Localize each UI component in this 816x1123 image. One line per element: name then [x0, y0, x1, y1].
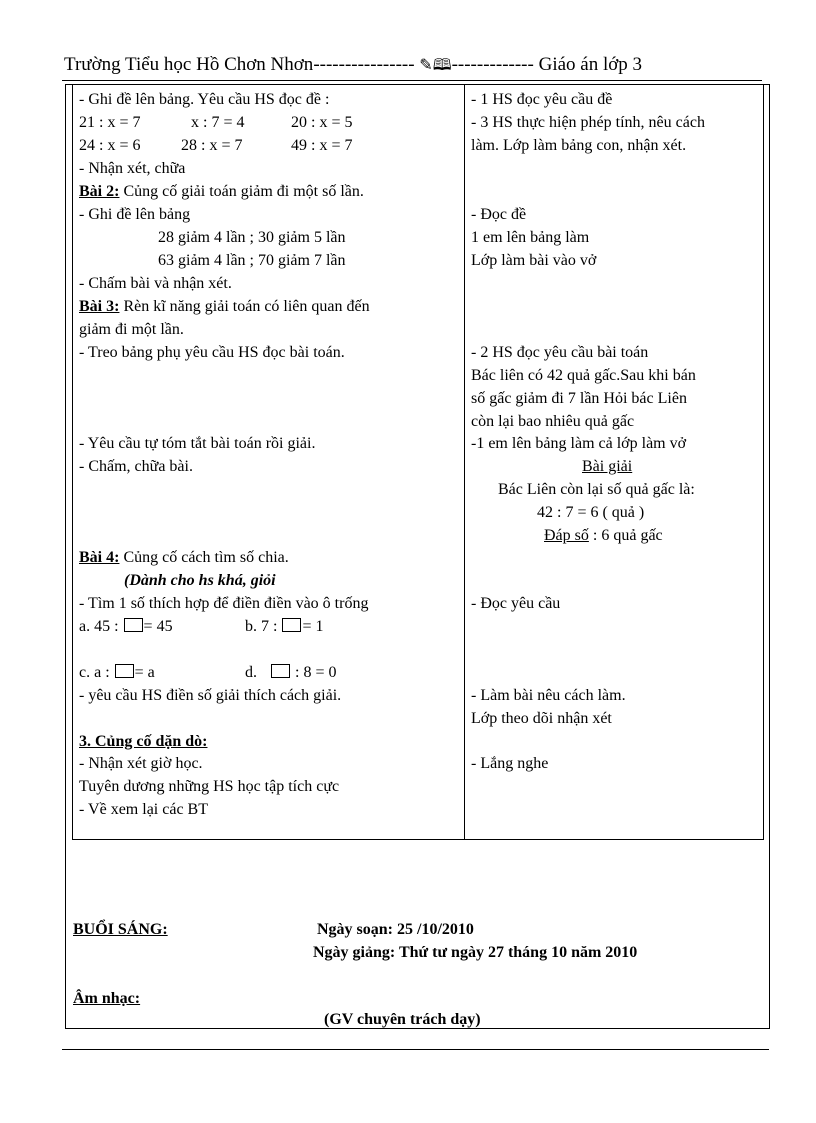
header-dashes-left: ----------------: [313, 54, 415, 75]
exercise-b-rest: = 1: [302, 618, 324, 635]
left-line-12: - Treo bảng phụ yêu cầu HS đọc bài toán.: [79, 344, 345, 361]
right-line-4: - Đọc đề: [471, 206, 527, 223]
equation-row-2: [79, 134, 352, 157]
header-rule: [62, 80, 762, 81]
equation: 21 : x = 7: [79, 114, 141, 131]
page-header: [64, 54, 642, 81]
right-line-8: Bác liên có 42 quả gấc.Sau khi bán: [471, 367, 696, 384]
right-line-17: - Làm bài nêu cách làm.: [471, 687, 626, 704]
left-line-14: - Chấm, chữa bài.: [79, 458, 193, 475]
specialist-teacher-note: (GV chuyên trách dạy): [324, 1011, 481, 1028]
right-line-7: - 2 HS đọc yêu cầu bài toán: [471, 344, 649, 361]
answer-line: [544, 524, 663, 547]
exercise-c-rest: = a: [134, 664, 155, 681]
left-line-9: - Chấm bài và nhận xét.: [79, 275, 232, 292]
exercise-b-label: b. 7 :: [245, 618, 278, 635]
music-subject: Âm nhạc:: [73, 990, 141, 1007]
right-line-2: - 3 HS thực hiện phép tính, nêu cách: [471, 114, 705, 131]
bai4-label: Bài 4:: [79, 549, 120, 566]
bai2-label: Bài 2:: [79, 183, 120, 200]
left-line-23: Tuyên dương những HS học tập tích cực: [79, 778, 340, 795]
bai4-heading: [79, 546, 289, 569]
left-line-1: - Ghi đề lên bảng. Yêu cầu HS đọc đề :: [79, 91, 330, 108]
teaching-date: Ngày giảng: Thứ tư ngày 27 tháng 10 năm 2010: [313, 944, 638, 961]
bai3-heading: [79, 295, 370, 318]
right-line-10: còn lại bao nhiêu quả gấc: [471, 413, 635, 430]
right-line-6: Lớp làm bài vào vở: [471, 252, 597, 269]
solution-line-1: Bác Liên còn lại số quả gấc là:: [498, 481, 695, 498]
header-dashes-right: -------------: [451, 54, 534, 75]
exercise-c: [79, 661, 155, 684]
school-name: Trường Tiểu học Hồ Chơn Nhơn: [64, 54, 314, 75]
answer-box: [115, 664, 134, 678]
left-line-22: - Nhận xét giờ học.: [79, 755, 203, 772]
solution-title: Bài giải: [582, 458, 633, 475]
cung-co-heading: 3. Củng cố dặn dò:: [79, 733, 208, 750]
left-line-13: - Yêu cầu tự tóm tắt bài toán rồi giải.: [79, 435, 316, 452]
equation: 20 : x = 5: [291, 114, 353, 131]
exercise-c-label: c. a :: [79, 664, 110, 681]
left-line-6: - Ghi đề lên bảng: [79, 206, 191, 223]
exercise-b: [245, 615, 323, 638]
right-line-1: - 1 HS đọc yêu cầu đề: [471, 91, 613, 108]
lesson-plan-title: Giáo án lớp 3: [538, 54, 643, 75]
exercise-d: [245, 661, 336, 684]
equation: 28 : x = 7: [181, 137, 243, 154]
equation: x : 7 = 4: [191, 114, 245, 131]
exercise-d-rest: : 8 = 0: [295, 664, 337, 681]
right-line-19: - Lắng nghe: [471, 755, 549, 772]
right-line-5: 1 em lên bảng làm: [471, 229, 590, 246]
equation: 49 : x = 7: [291, 137, 353, 154]
right-line-18: Lớp theo dõi nhận xét: [471, 710, 612, 727]
prepared-date: Ngày soạn: 25 /10/2010: [317, 921, 474, 938]
answer-box: [124, 618, 143, 632]
answer-box: [282, 618, 301, 632]
bai3-text: Rèn kĩ năng giải toán có liên quan đến: [119, 298, 370, 315]
bai3-label: Bài 3:: [79, 298, 120, 315]
right-line-9: số gấc giảm đi 7 lần Hỏi bác Liên: [471, 390, 687, 407]
bai2-heading: [79, 180, 364, 203]
exercise-row-ab: [79, 615, 173, 638]
right-line-16: - Đọc yêu cầu: [471, 595, 561, 612]
right-line-11: -1 em lên bảng làm cả lớp làm vở: [471, 435, 687, 452]
left-line-24: - Về xem lại các BT: [79, 801, 208, 818]
exercise-a-rest: = 45: [143, 618, 173, 635]
answer-label: Đáp số: [544, 527, 589, 544]
equation-row-1: [79, 111, 352, 134]
morning-session-label: BUỔI SÁNG:: [73, 921, 168, 938]
left-line-7: 28 giảm 4 lần ; 30 giảm 5 lần: [158, 229, 346, 246]
scissors-book-icon: ✎🕮: [419, 55, 452, 74]
left-line-11: giảm đi một lần.: [79, 321, 184, 338]
answer-box: [271, 664, 290, 678]
exercise-d-label: d.: [245, 664, 257, 681]
bai2-text: Củng cố giải toán giảm đi một số lần.: [119, 183, 364, 200]
left-line-17: - Tìm 1 số thích hợp để điền điền vào ô trống: [79, 595, 369, 612]
column-divider: [464, 84, 465, 840]
bai4-text: Củng cố cách tìm số chia.: [119, 549, 289, 566]
exercise-a-label: a. 45 :: [79, 618, 119, 635]
left-line-20: - yêu cầu HS điền số giải thích cách giải.: [79, 687, 342, 704]
footer-rule: [62, 1049, 769, 1050]
equation: 24 : x = 6: [79, 137, 141, 154]
left-line-4: - Nhận xét, chữa: [79, 160, 186, 177]
answer-text: : 6 quả gấc: [588, 527, 663, 544]
bai4-note: (Dành cho hs khá, giỏi: [124, 572, 276, 589]
left-line-8: 63 giảm 4 lần ; 70 giảm 7 lần: [158, 252, 346, 269]
right-line-3: làm. Lớp làm bảng con, nhận xét.: [471, 137, 687, 154]
solution-line-2: 42 : 7 = 6 ( quả ): [537, 504, 645, 521]
